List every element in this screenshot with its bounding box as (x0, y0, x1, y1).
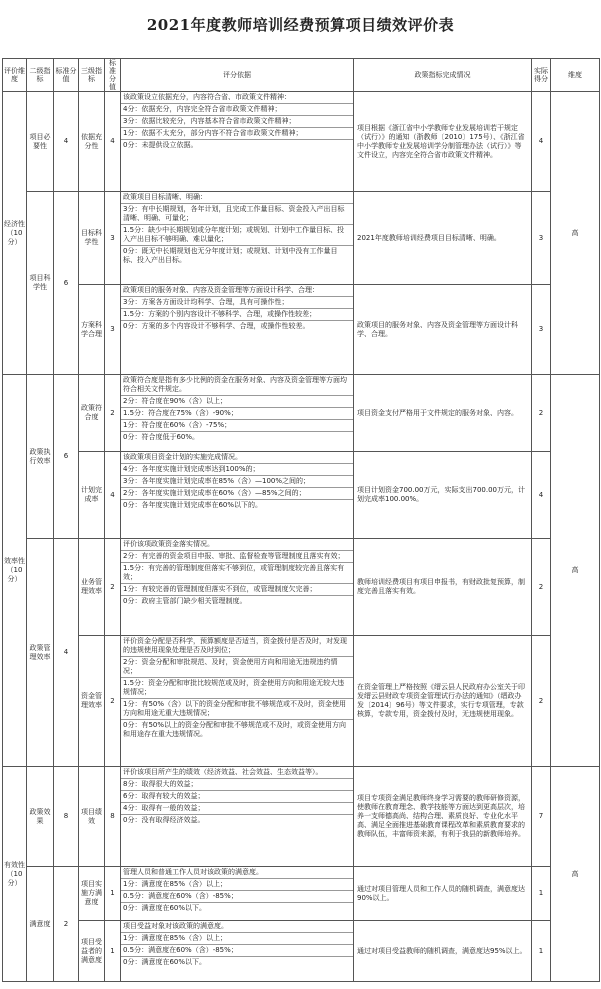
rubric-line: 1.5分：有完善的管理制度但落实不够到位，或管理制度较完善且落实有效； (121, 563, 353, 584)
rubric-line: 该政策设立依据充分，内容符合省、市政策文件精神： (121, 92, 353, 104)
l3-indicator: 计划完成率 (79, 452, 105, 539)
rubric-line: 2分：符合度在90%（含）以上； (121, 396, 353, 408)
rubric-line: 3分：方案各方面设计均科学、合理，具有可操作性； (121, 297, 353, 309)
l3-score: 1 (105, 867, 121, 921)
actual-score: 2 (532, 636, 551, 767)
l3-score: 4 (105, 92, 121, 192)
rubric-line: 4分：依据充分，内容完全符合省市政策文件精神； (121, 104, 353, 116)
rubric-line: 评价该项目所产生的绩效（经济效益、社会效益、生态效益等）。 (121, 767, 353, 779)
l2-indicator: 政策执行效率 (27, 375, 54, 539)
rubric-line: 2分：资金分配和审批规范、及时，资金使用方向和用途无违规违约情况； (121, 657, 353, 678)
table-row (3, 285, 600, 375)
rubric-cell (121, 92, 354, 192)
l2-indicator: 政策管理效率 (27, 539, 54, 767)
completion-desc: 通过对项目受益教师的随机调查，满意度达95%以上。 (354, 921, 532, 982)
dim-grade-effectiveness: 高 (551, 767, 600, 982)
table-row (3, 636, 600, 767)
l3-score: 3 (105, 285, 121, 375)
l2-indicator: 政策效果 (27, 767, 54, 867)
actual-score: 3 (532, 285, 551, 375)
l2-score: 6 (54, 375, 79, 539)
l3-indicator: 业务管理效率 (79, 539, 105, 636)
l3-indicator: 目标科学性 (79, 192, 105, 285)
rubric-cell (121, 767, 354, 867)
l2-score: 8 (54, 767, 79, 867)
rubric-line: 1分：符合度在60%（含）-75%； (121, 420, 353, 432)
actual-score: 2 (532, 375, 551, 452)
header-l2: 二级指标 (27, 59, 54, 92)
rubric-cell (121, 636, 354, 767)
actual-score: 3 (532, 192, 551, 285)
table-row (3, 539, 600, 636)
rubric-line: 评价资金分配是否科学，预算额度是否适当，资金拨付是否及时，对发现的违规使用现象处理是否及时到位； (121, 636, 353, 657)
rubric-line: 1分：满意度在85%（含）以上； (121, 879, 353, 891)
table-row (3, 452, 600, 539)
l3-score: 8 (105, 767, 121, 867)
rubric-line: 0分：有50%以上的资金分配和审批不够规范或不及时，或资金使用方向和用途存在重大违规情况。 (123, 721, 347, 738)
rubric-line: 0分：未提供设立依据。 (123, 141, 198, 149)
l3-indicator: 项目受益者的满意度 (79, 921, 105, 982)
l3-score: 4 (105, 452, 121, 539)
l3-indicator: 项目绩效 (79, 767, 105, 867)
rubric-line: 0分：满意度在60%以下。 (123, 904, 207, 912)
rubric-line: 1分：依据不太充分，部分内容不符合省市政策文件精神； (121, 128, 353, 140)
rubric-line: 政策符合度是指有多少比例的资金在服务对象、内容及资金管理等方面均符合相关文件规定。 (121, 375, 353, 396)
rubric-line: 0分：既无中长期规划也无分年度计划；或规划、计划中没有工作量目标、投入产出目标。 (123, 247, 338, 264)
header-dim: 评价维度 (3, 59, 27, 92)
header-dim2: 维度 (551, 59, 600, 92)
rubric-line: 1.5分：缺少中长期规划或分年度计划；或规划、计划中工作量目标、投入产出目标不够明确、难以量化； (121, 225, 353, 246)
completion-desc: 通过对项目管理人员和工作人员的随机调查，满意度达90%以上。 (354, 867, 532, 921)
rubric-line: 3分：依据比较充分，内容基本符合省市政策文件精神； (121, 116, 353, 128)
rubric-line: 4分：取得有一般的效益； (121, 803, 353, 815)
header-std2: 标准分值 (105, 59, 121, 92)
table-row (3, 192, 600, 285)
rubric-line: 0分：没有取得经济效益。 (123, 816, 205, 824)
completion-desc: 2021年度教师培训经费项目目标清晰、明确。 (354, 192, 532, 285)
header-basis: 评分依据 (121, 59, 354, 92)
rubric-line: 2分：各年度实施计划完成率在60%（含）—85%之间的； (121, 488, 353, 500)
dim-efficiency: 效率性（10分） (3, 375, 27, 767)
table-row (3, 921, 600, 982)
rubric-line: 8分：取得很大的效益； (121, 779, 353, 791)
header-std1: 标准分值 (54, 59, 79, 92)
rubric-line: 0.5分：满意度在60%（含）-85%； (121, 945, 353, 957)
rubric-cell (121, 375, 354, 452)
table-row (3, 375, 600, 452)
l3-score: 3 (105, 192, 121, 285)
completion-desc: 项目计划资金700.00万元，实际支出700.00万元，计划完成率100.00%。 (354, 452, 532, 539)
l2-score: 4 (54, 92, 79, 192)
rubric-line: 1分：有50%（含）以下的资金分配和审批不够规范或不及时，资金使用方向和用途无重大违规情况； (121, 699, 353, 720)
l3-indicator: 依据充分性 (79, 92, 105, 192)
rubric-line: 该政策项目资金计划的实施完成情况。 (121, 452, 353, 464)
rubric-line: 1分：有较完善的管理制度但落实不到位，或管理制度欠完善； (121, 584, 353, 596)
completion-desc: 项目专项资金满足教师终身学习需要的教师研修资源，使教师在教育理念、教学技能等方面达到更高层次，培养一支师德高尚、结构合理、素质良好、专业化水平高、满足全面推进基础教育课程改革和素质教育要求的教师队伍，丰富师资来源，有利于我县的新教师培养。 (354, 767, 532, 867)
rubric-line: 4分：各年度实施计划完成率达到100%的； (121, 464, 353, 476)
completion-desc: 政策项目的服务对象、内容及资金管理等方面设计科学、合理。 (354, 285, 532, 375)
rubric-cell (121, 867, 354, 921)
rubric-line: 1.5分：符合度在75%（含）-90%； (121, 408, 353, 420)
table-row (3, 767, 600, 867)
l3-score: 2 (105, 636, 121, 767)
header-desc: 政策指标完成情况 (354, 59, 532, 92)
rubric-line: 1分：满意度在85%（含）以上； (121, 933, 353, 945)
l3-indicator: 资金管理效率 (79, 636, 105, 767)
l2-score: 4 (54, 539, 79, 767)
page-title: 2021年度教师培训经费预算项目绩效评价表 (146, 16, 455, 34)
rubric-line: 项目受益对象对该政策的满意度。 (121, 921, 353, 933)
dim-grade-economy: 高 (551, 92, 600, 375)
l3-score: 1 (105, 921, 121, 982)
dim-economy: 经济性（10分） (3, 92, 27, 375)
actual-score: 4 (532, 452, 551, 539)
l2-score: 2 (54, 867, 79, 982)
rubric-line: 1.5分：资金分配和审批比较规范或及时，资金使用方向和用途无较大违规情况； (121, 678, 353, 699)
actual-score: 1 (532, 867, 551, 921)
actual-score: 4 (532, 92, 551, 192)
l3-score: 2 (105, 539, 121, 636)
evaluation-table (2, 58, 600, 982)
rubric-line: 0.5分：满意度在60%（含）-85%； (121, 891, 353, 903)
rubric-line: 0分：方案的多个内容设计不够科学、合理，或操作性较差。 (123, 322, 310, 330)
l2-indicator: 满意度 (27, 867, 54, 982)
l2-indicator: 项目必要性 (27, 92, 54, 192)
rubric-line: 3分：各年度实施计划完成率在85%（含）—100%之间的； (121, 476, 353, 488)
table-row (3, 867, 600, 921)
rubric-line: 3分：有中长期规划，各年计划，且完成工作量目标、资金投入产出目标清晰、明确、可量化； (121, 204, 353, 225)
rubric-line: 0分：满意度在60%以下。 (123, 958, 207, 966)
rubric-line: 0分：各年度实施计划完成率在60%以下的。 (123, 501, 263, 509)
l3-indicator: 方案科学合理 (79, 285, 105, 375)
rubric-cell (121, 192, 354, 285)
l2-score: 6 (54, 192, 79, 375)
l3-indicator: 项目实施方满意度 (79, 867, 105, 921)
rubric-cell (121, 539, 354, 636)
header-row (3, 59, 600, 92)
actual-score: 2 (532, 539, 551, 636)
rubric-line: 政策项目目标清晰、明确： (121, 192, 353, 204)
actual-score: 7 (532, 767, 551, 867)
actual-score: 1 (532, 921, 551, 982)
completion-desc: 在资金管理上严格按照《缙云县人民政府办公室关于印发缙云县财政专项资金管理试行办法的通知》（缙政办发〔2014〕96号）等文件要求，实行专项管理，专款核算，专款专用，资金拨付及时，无违规使用现象。 (354, 636, 532, 767)
rubric-cell (121, 285, 354, 375)
table-row (3, 92, 600, 192)
dim-grade-efficiency: 高 (551, 375, 600, 767)
header-score: 实际得分 (532, 59, 551, 92)
l3-score: 2 (105, 375, 121, 452)
dim-effectiveness: 有效性（10分） (3, 767, 27, 982)
header-l3: 三级指标 (79, 59, 105, 92)
rubric-line: 评价该项政策资金落实情况。 (121, 539, 353, 551)
completion-desc: 项目资金支付严格用于文件规定的服务对象、内容。 (354, 375, 532, 452)
l2-indicator: 项目科学性 (27, 192, 54, 375)
completion-desc: 教师培训经费项目有项目申报书，有财政批复预算，制度完善且落实有效。 (354, 539, 532, 636)
completion-desc: 项目根据《浙江省中小学教师专业发展培训若干规定（试行）》的通知（浙教师〔2010〕175号）、《浙江省中小学教师专业发展培训学分制管理办法（试行）》等文件设立，内容完全符合省市政策文件精神。 (354, 92, 532, 192)
l3-indicator: 政策符合度 (79, 375, 105, 452)
rubric-line: 0分：符合度低于60%。 (123, 433, 200, 441)
rubric-line: 管理人员和普通工作人员对该政策的满意度。 (121, 867, 353, 879)
rubric-line: 0分：政府主管部门缺少相关管理制度。 (123, 597, 247, 605)
rubric-line: 2分：有完善的资金项目申报、审批、监督检查等管理制度且落实有效； (121, 551, 353, 563)
rubric-cell (121, 921, 354, 982)
rubric-line: 1.5分：方案的个别内容设计不够科学、合理，或操作性较差； (121, 309, 353, 321)
rubric-line: 6分：取得有较大的效益； (121, 791, 353, 803)
rubric-cell (121, 452, 354, 539)
rubric-line: 政策项目的服务对象、内容及资金管理等方面设计科学、合理： (121, 285, 353, 297)
